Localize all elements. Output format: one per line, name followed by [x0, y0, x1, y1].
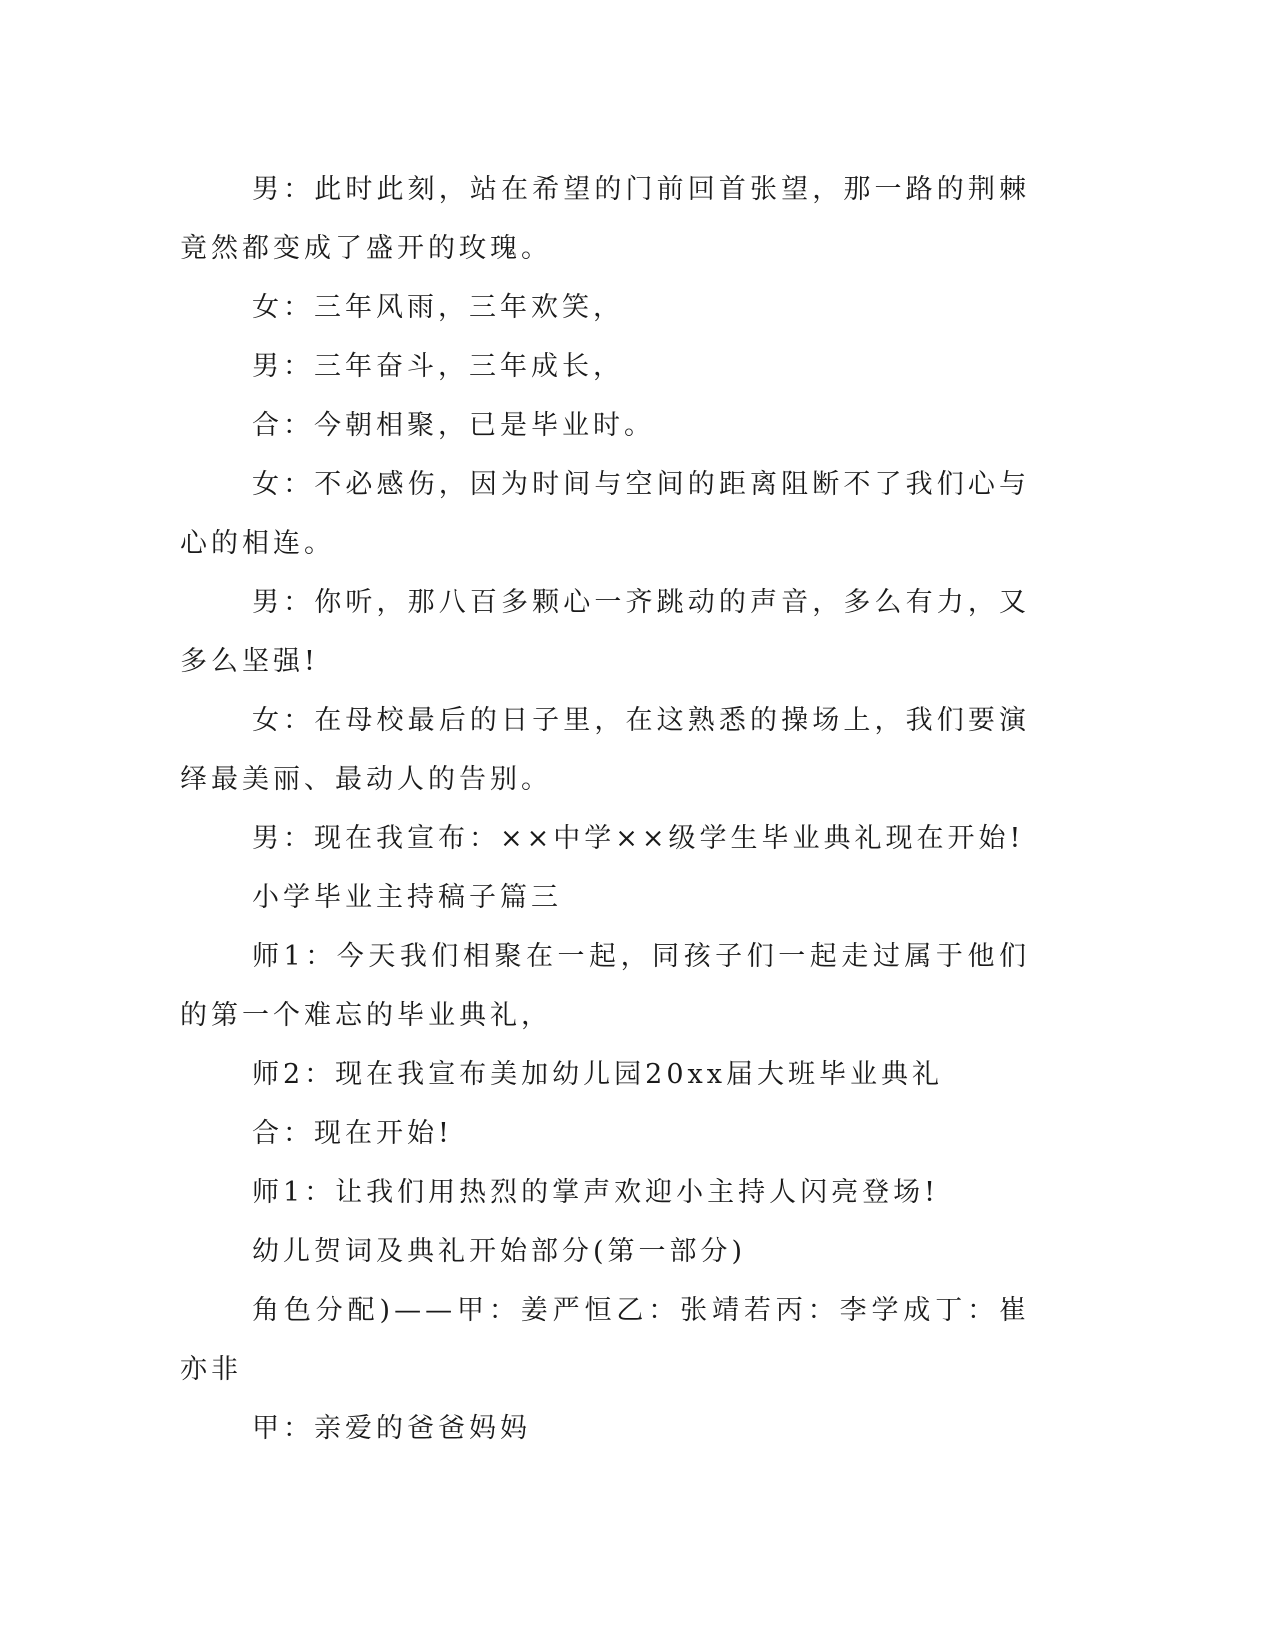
- paragraph: 角色分配)——甲：姜严恒乙：张靖若丙：李学成丁：崔亦非: [180, 1295, 1030, 1385]
- paragraph: 幼儿贺词及典礼开始部分(第一部分): [252, 1236, 747, 1267]
- section-heading: 小学毕业主持稿子篇三: [252, 882, 562, 913]
- paragraph: 师2：现在我宣布美加幼儿园20xx届大班毕业典礼: [252, 1059, 943, 1090]
- paragraph: 合：现在开始!: [252, 1118, 453, 1149]
- paragraph: 男：现在我宣布：××中学××级学生毕业典礼现在开始!: [252, 823, 1025, 854]
- paragraph: 甲：亲爱的爸爸妈妈: [252, 1413, 531, 1444]
- paragraph: 师1：让我们用热烈的掌声欢迎小主持人闪亮登场!: [252, 1177, 940, 1208]
- paragraph: 男：你听，那八百多颗心一齐跳动的声音，多么有力，又多么坚强!: [180, 587, 1030, 677]
- paragraph: 合：今朝相聚，已是毕业时。: [252, 410, 655, 441]
- paragraph: 女：在母校最后的日子里，在这熟悉的操场上，我们要演绎最美丽、最动人的告别。: [180, 705, 1030, 795]
- paragraph: 女：不必感伤，因为时间与空间的距离阻断不了我们心与心的相连。: [180, 469, 1030, 559]
- paragraph: 师1：今天我们相聚在一起，同孩子们一起走过属于他们的第一个难忘的毕业典礼，: [180, 941, 1030, 1031]
- paragraph: 男：此时此刻，站在希望的门前回首张望，那一路的荆棘竟然都变成了盛开的玫瑰。: [180, 174, 1030, 264]
- paragraph: 男：三年奋斗，三年成长，: [252, 351, 624, 382]
- paragraph: 女：三年风雨，三年欢笑，: [252, 292, 624, 323]
- document-body: [180, 160, 1030, 1458]
